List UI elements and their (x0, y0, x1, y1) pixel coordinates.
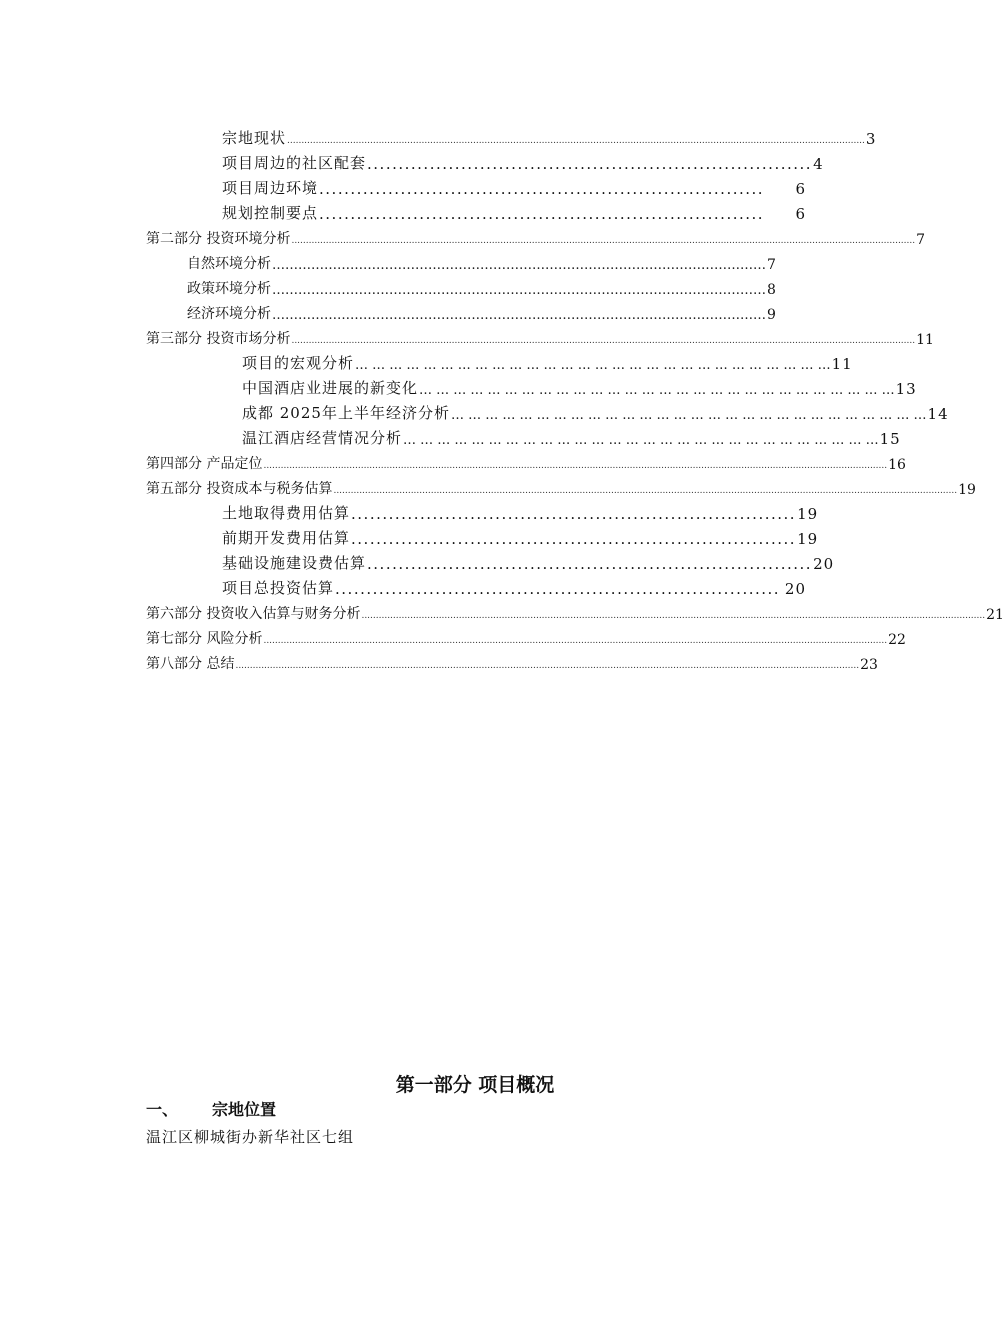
toc-entry-page: 16 (888, 457, 906, 473)
toc-entry-page: 20 (813, 555, 835, 573)
toc-entry[interactable] (222, 176, 806, 198)
toc-entry-page: 19 (797, 530, 819, 548)
toc-entry-title: 基础设施建设费估算 (222, 554, 367, 572)
toc-entry-title: 前期开发费用估算 (222, 529, 351, 547)
toc-entry-page: 19 (797, 505, 819, 523)
toc-entry[interactable] (242, 401, 949, 423)
section-number: 一、 (146, 1100, 179, 1119)
toc-entry[interactable] (222, 576, 806, 598)
toc-entry-title: 温江酒店经营情况分析 (242, 429, 403, 447)
toc-leader: ....................................................................... (367, 155, 813, 173)
toc-entry-page: 23 (860, 657, 878, 673)
toc-entry-title: 自然环境分析 (187, 256, 271, 272)
toc-entry-page: 11 (831, 355, 853, 373)
toc-entry-title: 项目周边环境 (222, 179, 319, 197)
toc-entry[interactable] (242, 426, 901, 448)
toc-entry[interactable] (222, 551, 835, 573)
toc-leader: ....................................................................... (351, 505, 797, 523)
toc-leader: ....................................................................... (319, 205, 765, 223)
toc-entry-title: 成都 2025年上半年经济分析 (242, 404, 450, 422)
toc-entry-page: 15 (879, 430, 901, 448)
toc-entry-title: 项目周边的社区配套 (222, 154, 367, 172)
toc-entry[interactable] (222, 501, 819, 523)
toc-entry-page: 11 (916, 332, 934, 348)
toc-entry[interactable] (222, 526, 819, 548)
toc-leader: ....................................................................... (367, 555, 813, 573)
toc-leader: .......................................................................................................................................................................................................................... (263, 461, 888, 471)
toc-entry-title: 土地取得费用估算 (222, 504, 351, 522)
toc-entry-title: 第四部分 产品定位 (146, 456, 263, 472)
toc-leader: .......................................................................................................................................................................................................................... (263, 636, 888, 646)
section-heading (146, 1097, 276, 1120)
toc-entry[interactable] (242, 351, 853, 373)
toc-entry[interactable] (187, 276, 776, 298)
toc-entry[interactable] (146, 601, 1004, 623)
toc-entry-title: 第八部分 总结 (146, 656, 235, 672)
toc-entry-title: 宗地现状 (222, 129, 287, 147)
toc-entry-title: 第二部分 投资环境分析 (146, 231, 291, 247)
toc-entry[interactable] (146, 476, 976, 498)
toc-leader: …………………………………………………………………………………………………… (272, 258, 766, 273)
toc-entry[interactable] (222, 126, 877, 148)
toc-entry[interactable] (187, 251, 776, 273)
toc-entry-title: 项目的宏观分析 (242, 354, 355, 372)
toc-entry-page: 13 (895, 380, 917, 398)
toc-entry-page: 6 (795, 205, 806, 223)
toc-entry[interactable] (146, 326, 934, 348)
toc-entry[interactable] (146, 651, 878, 673)
toc-entry[interactable] (222, 151, 824, 173)
toc-entry[interactable] (146, 226, 926, 248)
toc-entry-title: 中国酒店业进展的新变化 (242, 379, 419, 397)
section-title: 宗地位置 (212, 1100, 277, 1119)
toc-entry-title: 第七部分 风险分析 (146, 631, 263, 647)
toc-entry[interactable] (242, 376, 917, 398)
toc-entry-page: 7 (916, 232, 926, 248)
toc-entry[interactable] (187, 301, 776, 323)
toc-entry-title: 经济环境分析 (187, 306, 271, 322)
toc-leader: .......................................................................................................................................................................................................................... (291, 236, 916, 246)
toc-leader: .......................................................................................................................................................................................................................... (235, 661, 860, 671)
toc-entry-page: 4 (813, 155, 824, 173)
toc-leader: ....................................................................... (319, 180, 765, 198)
location-text: 温江区柳城街办新华社区七组 (146, 1128, 355, 1146)
toc-leader: ....................................................................... (351, 530, 797, 548)
part-heading: 第一部分 项目概况 (395, 1074, 555, 1096)
toc-leader: .......................................................................................................................................................................................................................... (361, 611, 986, 621)
toc-entry-page: 8 (767, 282, 776, 298)
toc-entry-page: 6 (795, 180, 806, 198)
toc-entry-page: 14 (927, 405, 949, 423)
toc-entry-title: 规划控制要点 (222, 204, 319, 222)
toc-leader: … … … … … … … … … … … … … … … … … … … … … … … … … … … … (403, 433, 879, 448)
toc-leader: …………………………………………………………………………………………………… (272, 308, 766, 323)
toc-entry[interactable] (222, 201, 806, 223)
toc-entry-title: 第六部分 投资收入估算与财务分析 (146, 606, 361, 622)
toc-entry-page: 20 (784, 580, 806, 598)
toc-entry-page: 3 (865, 130, 877, 148)
toc-entry-page: 22 (888, 632, 906, 648)
toc-entry-page: 21 (986, 607, 1004, 623)
toc-entry-page: 19 (958, 482, 976, 498)
toc-leader: … … … … … … … … … … … … … … … … … … … … … … … … … … … … (419, 383, 895, 398)
toc-entry[interactable] (146, 451, 906, 473)
toc-leader: … … … … … … … … … … … … … … … … … … … … … … … … … … … … (450, 408, 927, 423)
toc-leader: … … … … … … … … … … … … … … … … … … … … … … … … … … … … (355, 358, 831, 373)
toc-entry-title: 第三部分 投资市场分析 (146, 331, 291, 347)
toc-entry-page: 7 (767, 257, 776, 273)
toc-leader: .......................................................................................................................................................................................................................... (291, 336, 916, 346)
toc-entry-page: 9 (767, 307, 776, 323)
toc-leader: .......................................................................................................................................................................................................................... (333, 486, 958, 496)
toc-entry-title: 政策环境分析 (187, 281, 271, 297)
toc-leader: …………………………………………………………………………………………………… (272, 283, 766, 298)
toc-leader: .......................................................................................................................................................................................................... (287, 136, 865, 146)
toc-entry[interactable] (146, 626, 906, 648)
toc-entry-title: 项目总投资估算 (222, 579, 335, 597)
toc-leader: ....................................................................... (335, 580, 781, 598)
toc-entry-title: 第五部分 投资成本与税务估算 (146, 481, 333, 497)
